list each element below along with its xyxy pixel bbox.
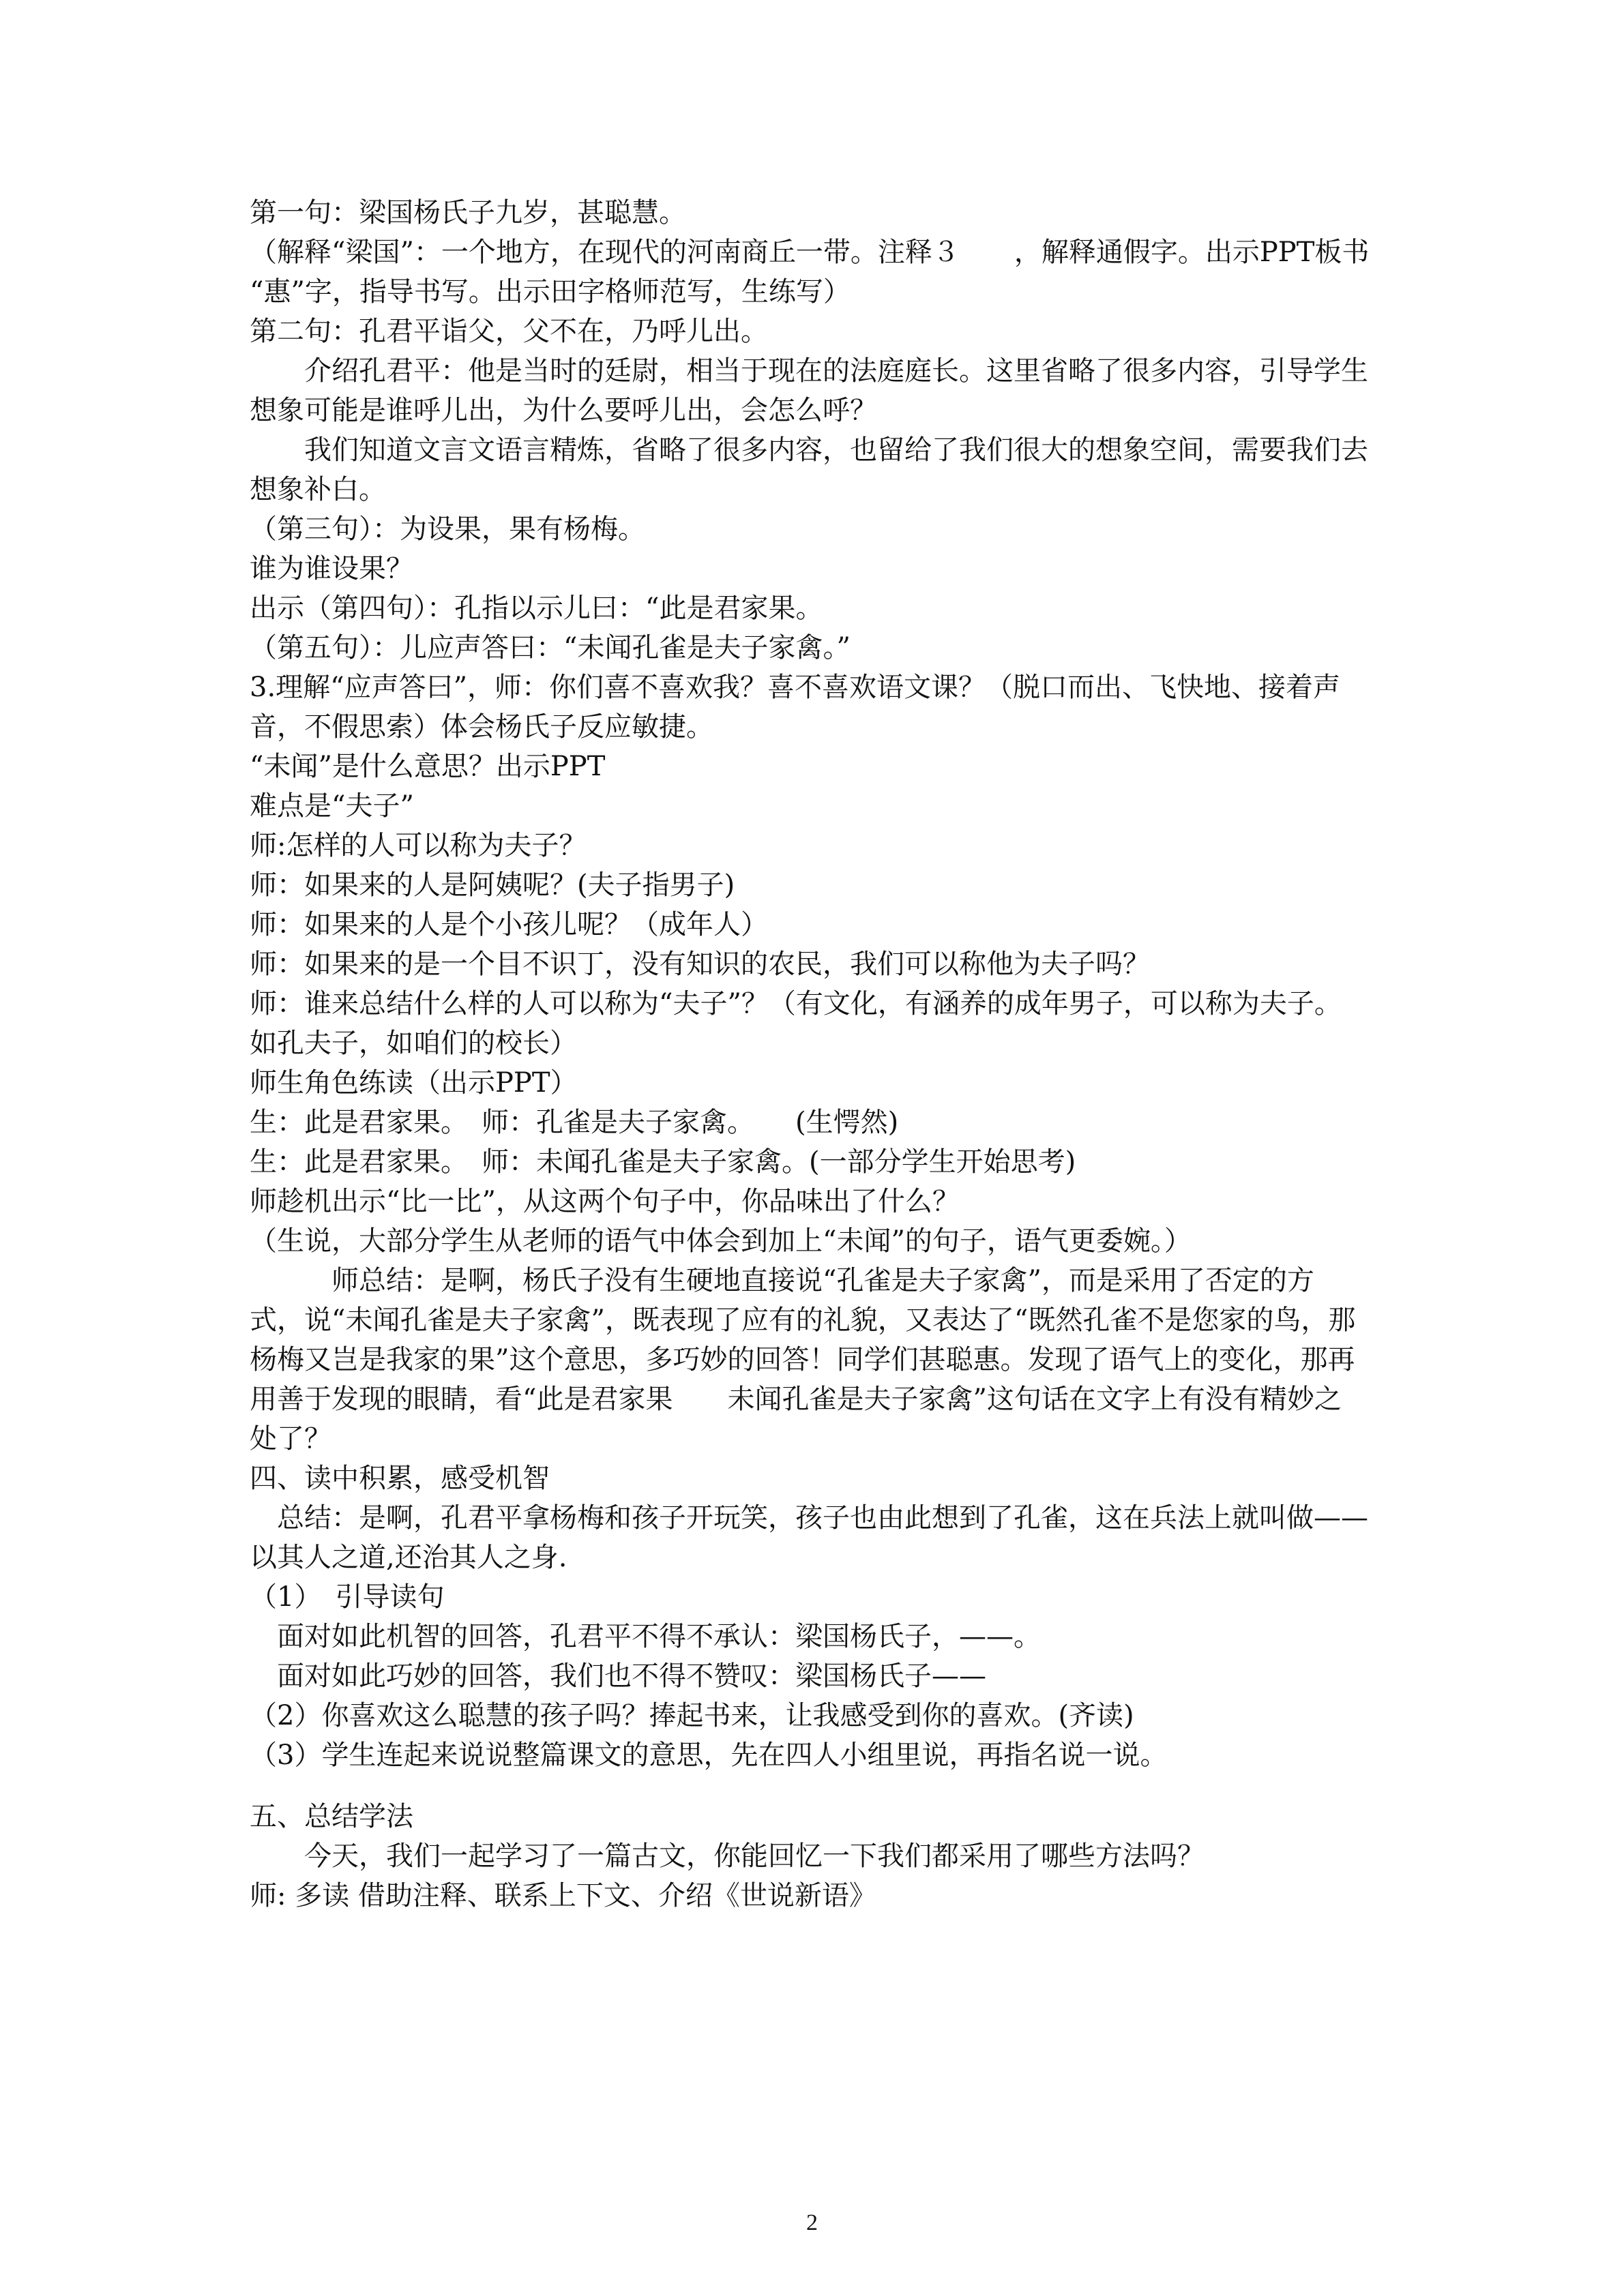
document-body bbox=[250, 193, 1389, 1915]
text-line: 师总结：是啊，杨氏子没有生硬地直接说“孔雀是夫子家禽”，而是采用了否定的方 bbox=[250, 1265, 1314, 1296]
summary-section bbox=[250, 1797, 1389, 1915]
text-line: 生：此是君家果。 师：孔雀是夫子家禽。 (生愕然) bbox=[250, 1107, 899, 1138]
text-line: 谁为谁设果？ bbox=[250, 553, 413, 584]
text-line: 处了？ bbox=[250, 1423, 331, 1455]
text-line: 总结：是啊，孔君平拿杨梅和孩子开玩笑，孩子也由此想到了孔雀，这在兵法上就叫做—— bbox=[250, 1502, 1368, 1534]
text-line: （第五句）：儿应声答曰：“未闻孔雀是夫子家禽。” bbox=[250, 632, 851, 664]
text-line: 用善于发现的眼睛，看“此是君家果 未闻孔雀是夫子家禽”这句话在文字上有没有精妙之 bbox=[250, 1384, 1342, 1415]
text-line: 杨梅又岂是我家的果”这个意思，多巧妙的回答！同学们甚聪惠。发现了语气上的变化，那再 bbox=[250, 1344, 1355, 1375]
text-line: （1） 引导读句 bbox=[250, 1581, 445, 1613]
text-line: “惠”字，指导书写。出示田字格师范写，生练写） bbox=[250, 276, 851, 308]
main-text-block bbox=[250, 193, 1389, 1775]
text-line: 面对如此机智的回答，孔君平不得不承认：梁国杨氏子，——。 bbox=[250, 1621, 1041, 1652]
text-line: 五、总结学法 bbox=[250, 1801, 413, 1832]
text-line: 第二句：孔君平诣父，父不在，乃呼儿出。 bbox=[250, 316, 768, 347]
text-line: （解释“梁国”：一个地方，在现代的河南商丘一带。注释３ ，解释通假字。出示PPT板书 bbox=[250, 237, 1370, 268]
text-line: （第三句）：为设果，果有杨梅。 bbox=[250, 513, 645, 545]
page-number: 2 bbox=[806, 2210, 818, 2235]
text-line: 师：如果来的人是阿姨呢？(夫子指男子) bbox=[250, 869, 735, 901]
text-line: “未闻”是什么意思？出示PPT bbox=[250, 751, 606, 782]
text-line: 今天，我们一起学习了一篇古文，你能回忆一下我们都采用了哪些方法吗？ bbox=[250, 1840, 1205, 1872]
text-line: 式，说“未闻孔雀是夫子家禽”，既表现了应有的礼貌，又表达了“既然孔雀不是您家的鸟，那 bbox=[250, 1304, 1356, 1336]
text-line: （2）你喜欢这么聪慧的孩子吗？捧起书来，让我感受到你的喜欢。(齐读) bbox=[250, 1700, 1134, 1731]
text-line: 难点是“夫子” bbox=[250, 790, 414, 822]
text-line: 出示（第四句）：孔指以示儿曰：“此是君家果。 bbox=[250, 593, 823, 624]
text-line: 生：此是君家果。 师：未闻孔雀是夫子家禽。(一部分学生开始思考) bbox=[250, 1146, 1076, 1178]
text-line: 师：谁来总结什么样的人可以称为“夫子”？（有文化，有涵养的成年男子，可以称为夫子。 bbox=[250, 988, 1342, 1019]
text-line: 我们知道文言文语言精炼，省略了很多内容，也留给了我们很大的想象空间，需要我们去 bbox=[250, 434, 1368, 466]
text-line: 介绍孔君平：他是当时的廷尉，相当于现在的法庭庭长。这里省略了很多内容，引导学生 bbox=[250, 355, 1368, 387]
text-line: 3.理解“应声答曰”，师：你们喜不喜欢我？喜不喜欢语文课？（脱口而出、飞快地、接着声 bbox=[250, 672, 1341, 703]
text-line: 如孔夫子，如咱们的校长） bbox=[250, 1028, 577, 1059]
text-line: 师：如果来的人是个小孩儿呢？（成年人） bbox=[250, 909, 768, 940]
text-line: 师:怎样的人可以称为夫子？ bbox=[250, 830, 587, 861]
text-line: 以其人之道,还治其人之身. bbox=[250, 1542, 567, 1573]
text-line: 第一句：梁国杨氏子九岁，甚聪慧。 bbox=[250, 197, 686, 228]
text-line: 面对如此巧妙的回答，我们也不得不赞叹：梁国杨氏子—— bbox=[250, 1660, 986, 1692]
text-line: 师：如果来的是一个目不识丁，没有知识的农民，我们可以称他为夫子吗？ bbox=[250, 949, 1150, 980]
text-line: 师: 多读 借助注释、联系上下文、介绍《世说新语》 bbox=[250, 1880, 876, 1911]
text-line: 四、读中积累，感受机智 bbox=[250, 1463, 550, 1494]
text-line: 音，不假思索）体会杨氏子反应敏捷。 bbox=[250, 711, 713, 743]
text-line: 师趁机出示“比一比”，从这两个句子中，你品味出了什么？ bbox=[250, 1186, 960, 1217]
text-line: 想象可能是谁呼儿出，为什么要呼儿出，会怎么呼？ bbox=[250, 395, 877, 426]
text-line: 想象补白。 bbox=[250, 474, 386, 505]
text-line: 师生角色练读（出示PPT） bbox=[250, 1067, 578, 1099]
section-gap bbox=[250, 1775, 1389, 1797]
text-line: （生说，大部分学生从老师的语气中体会到加上“未闻”的句子，语气更委婉。） bbox=[250, 1225, 1192, 1257]
text-line: （3）学生连起来说说整篇课文的意思，先在四人小组里说，再指名说一说。 bbox=[250, 1740, 1168, 1771]
